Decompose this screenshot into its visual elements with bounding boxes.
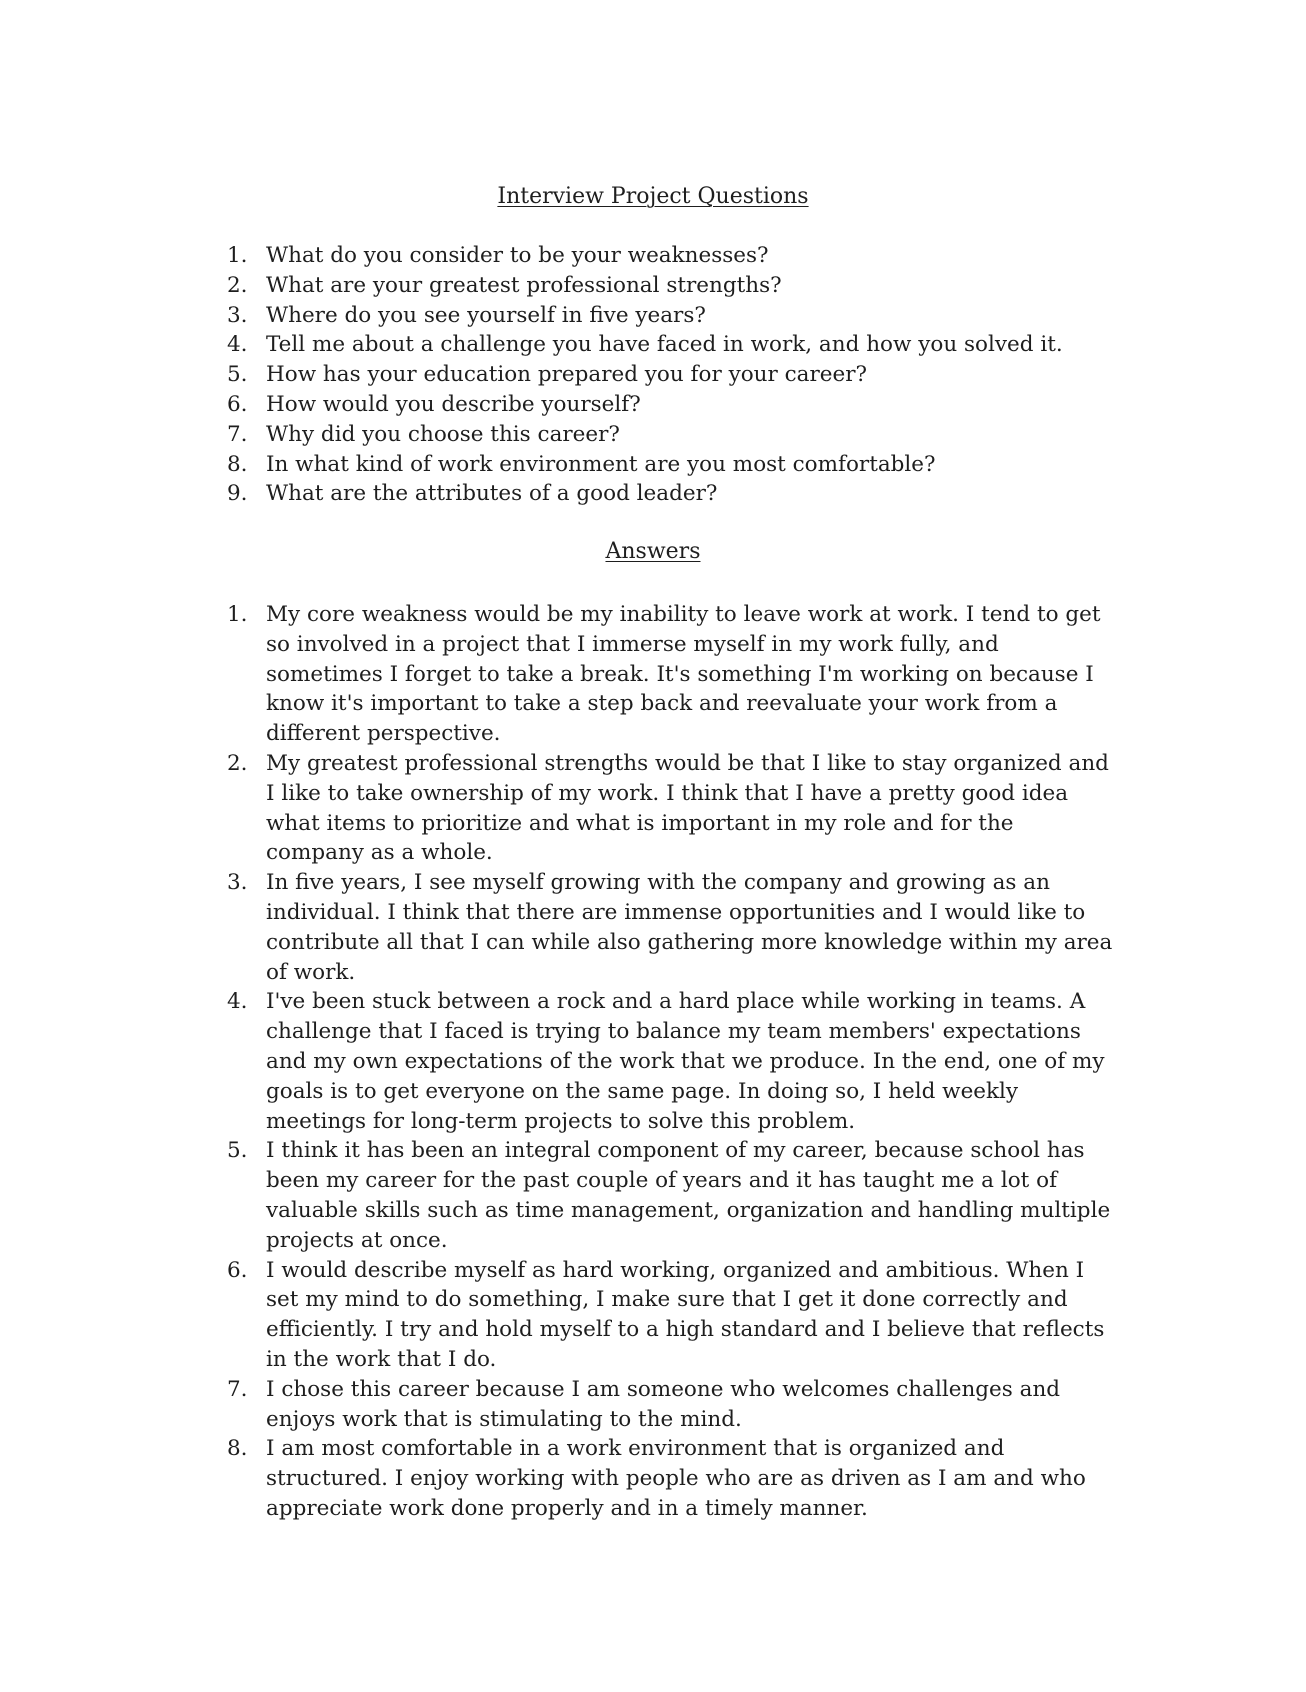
question-text: What do you consider to be your weaknesses? [266,243,769,268]
answer-item [0,600,1116,749]
answer-text: My greatest professional strengths would be that I like to stay organized and I like to take ownership of my work. I think that I have a pretty good idea what items to prioritize and what is important in my role and for the company as a whole. [266,750,1109,866]
question-number: 7. [227,421,248,447]
question-item [0,390,1116,420]
answer-item [0,868,1116,987]
question-text: What are your greatest professional strengths? [266,272,782,298]
answer-number: 7. [227,1376,248,1402]
question-item [0,479,1116,509]
answer-number: 2. [227,750,248,776]
question-number: 9. [227,481,248,507]
question-item [0,271,1116,301]
question-text: How would you describe yourself? [266,391,641,417]
questions-list [0,241,1116,509]
answer-number: 1. [227,602,248,627]
question-number: 8. [227,451,248,477]
answer-item [0,1256,1116,1375]
answer-text: I chose this career because I am someone who welcomes challenges and enjoys work that is stimulating to the mind. [266,1376,1061,1432]
answer-text: In five years, I see myself growing with the company and growing as an individual. I think that there are immense opportunities and I would like to contribute all that I can while also gathering more knowledge within my area of work. [266,870,1113,985]
question-item [0,360,1116,390]
answer-text: I would describe myself as hard working, organized and ambitious. When I set my mind to do something, I make sure that I get it done correctly and efficiently. I try and hold myself to a high standard and I believe that reflects in the work that I do. [266,1257,1105,1372]
answer-item [0,749,1116,868]
question-item [0,420,1116,450]
question-item [0,241,1116,271]
answer-text: I think it has been an integral component of my career, because school has been my career for the past couple of years and it has taught me a lot of valuable skills such as time management, organization and handling multiple projects at once. [266,1138,1111,1253]
answer-number: 4. [227,989,248,1015]
answer-item [0,1434,1116,1523]
answer-item [0,987,1116,1136]
question-text: How has your education prepared you for your career? [266,362,868,388]
answer-text: My core weakness would be my inability to leave work at work. I tend to get so involved in a project that I immerse myself in my work fully, and sometimes I forget to take a break. It's something I'm working on because I know it's important to take a step back and reevaluate your work from a different perspective. [266,602,1101,747]
question-item [0,450,1116,480]
answer-number: 5. [227,1138,248,1164]
question-item [0,301,1116,331]
question-item [0,330,1116,360]
question-number: 4. [227,332,248,358]
answers-list [0,600,1116,1524]
answer-text: I am most comfortable in a work environment that is organized and structured. I enjoy working with people who are as driven as I am and who appreciate work done properly and in a timely manner. [266,1436,1086,1521]
answer-number: 8. [227,1436,248,1462]
answer-number: 6. [227,1257,248,1283]
question-number: 3. [227,302,248,328]
question-number: 1. [227,243,248,268]
question-number: 5. [227,362,248,388]
question-text: What are the attributes of a good leader? [266,481,718,507]
question-text: Where do you see yourself in five years? [266,302,706,328]
answer-item [0,1136,1116,1255]
question-text: Why did you choose this career? [266,421,620,447]
question-number: 2. [227,272,248,298]
answer-item [0,1375,1116,1435]
answer-text: I've been stuck between a rock and a hard place while working in teams. A challenge that I faced is trying to balance my team members' expectations and my own expectations of the work that we produce. In the end, one of my goals is to get everyone on the same page. In doing so, I held weekly meetings for long-term projects to solve this problem. [266,989,1105,1134]
question-number: 6. [227,391,248,417]
answers-heading: Answers [605,539,701,564]
questions-heading: Interview Project Questions [497,184,809,209]
answer-number: 3. [227,870,248,896]
question-text: In what kind of work environment are you most comfortable? [266,451,936,477]
question-text: Tell me about a challenge you have faced in work, and how you solved it. [266,332,1063,358]
